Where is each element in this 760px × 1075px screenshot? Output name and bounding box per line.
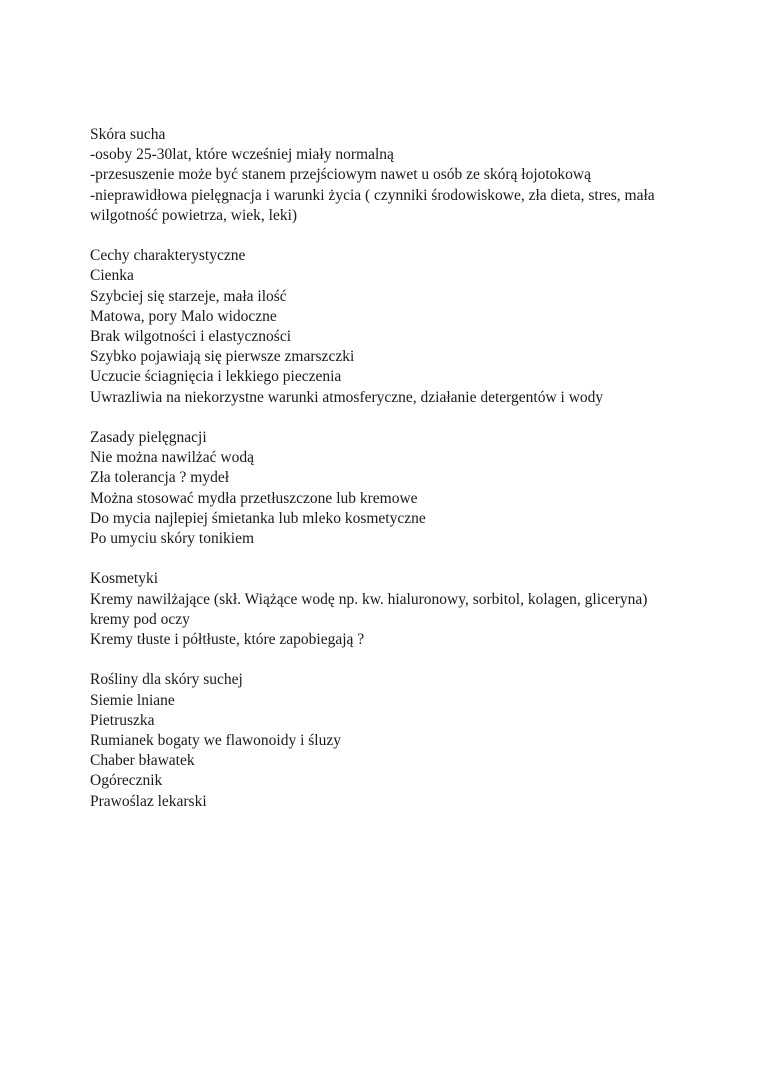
text-line: Ogórecznik xyxy=(90,772,163,790)
text-line: Nie można nawilżać wodą xyxy=(90,449,254,467)
text-line: Rumianek bogaty we flawonoidy i śluzy xyxy=(90,732,341,750)
document-body xyxy=(90,125,670,832)
text-line: Prawoślaz lekarski xyxy=(90,792,207,810)
section-plants xyxy=(90,670,670,811)
section-heading: Zasady pielęgnacji xyxy=(90,429,207,447)
text-line: Uczucie ściagnięcia i lekkiego pieczenia xyxy=(90,368,342,386)
text-line: -osoby 25-30lat, które wcześniej miały normalną xyxy=(90,146,394,164)
section-characteristics xyxy=(90,246,670,408)
section-cosmetics xyxy=(90,569,670,650)
text-line: -przesuszenie może być stanem przejściowym nawet u osób ze skórą łojotokową xyxy=(90,166,592,184)
text-line: Brak wilgotności i elastyczności xyxy=(90,328,292,346)
section-heading: Rośliny dla skóry suchej xyxy=(90,671,243,689)
text-line: -nieprawidłowa pielęgnacja i warunki życia ( czynniki środowiskowe, zła dieta, stres, mała wilgotność powietrza, wiek, leki) xyxy=(90,186,655,224)
text-line: Matowa, pory Malo widoczne xyxy=(90,307,277,325)
section-heading: Cechy charakterystyczne xyxy=(90,247,246,265)
text-line: Pietruszka xyxy=(90,711,155,729)
section-heading: Kosmetyki xyxy=(90,570,159,588)
text-line: Po umyciu skóry tonikiem xyxy=(90,530,255,548)
text-line: Cienka xyxy=(90,267,134,285)
text-line: Uwrazliwia na niekorzystne warunki atmosferyczne, działanie detergentów i wody xyxy=(90,388,604,406)
text-line: Można stosować mydła przetłuszczone lub kremowe xyxy=(90,489,418,507)
section-heading: Skóra sucha xyxy=(90,126,166,143)
text-line: Do mycia najlepiej śmietanka lub mleko kosmetyczne xyxy=(90,509,426,527)
section-dry-skin xyxy=(90,125,670,226)
text-line: Zła tolerancja ? mydeł xyxy=(90,469,230,487)
text-line: Szybciej się starzeje, mała ilość xyxy=(90,287,287,305)
section-care-rules xyxy=(90,428,670,549)
text-line: Chaber bławatek xyxy=(90,752,195,770)
text-line: Kremy nawilżające (skł. Wiążące wodę np. kw. hialuronowy, sorbitol, kolagen, gliceryna) kremy pod oczy xyxy=(90,590,648,628)
text-line: Siemie lniane xyxy=(90,691,175,709)
text-line: Kremy tłuste i półtłuste, które zapobiegają ? xyxy=(90,631,365,649)
text-line: Szybko pojawiają się pierwsze zmarszczki xyxy=(90,348,355,366)
